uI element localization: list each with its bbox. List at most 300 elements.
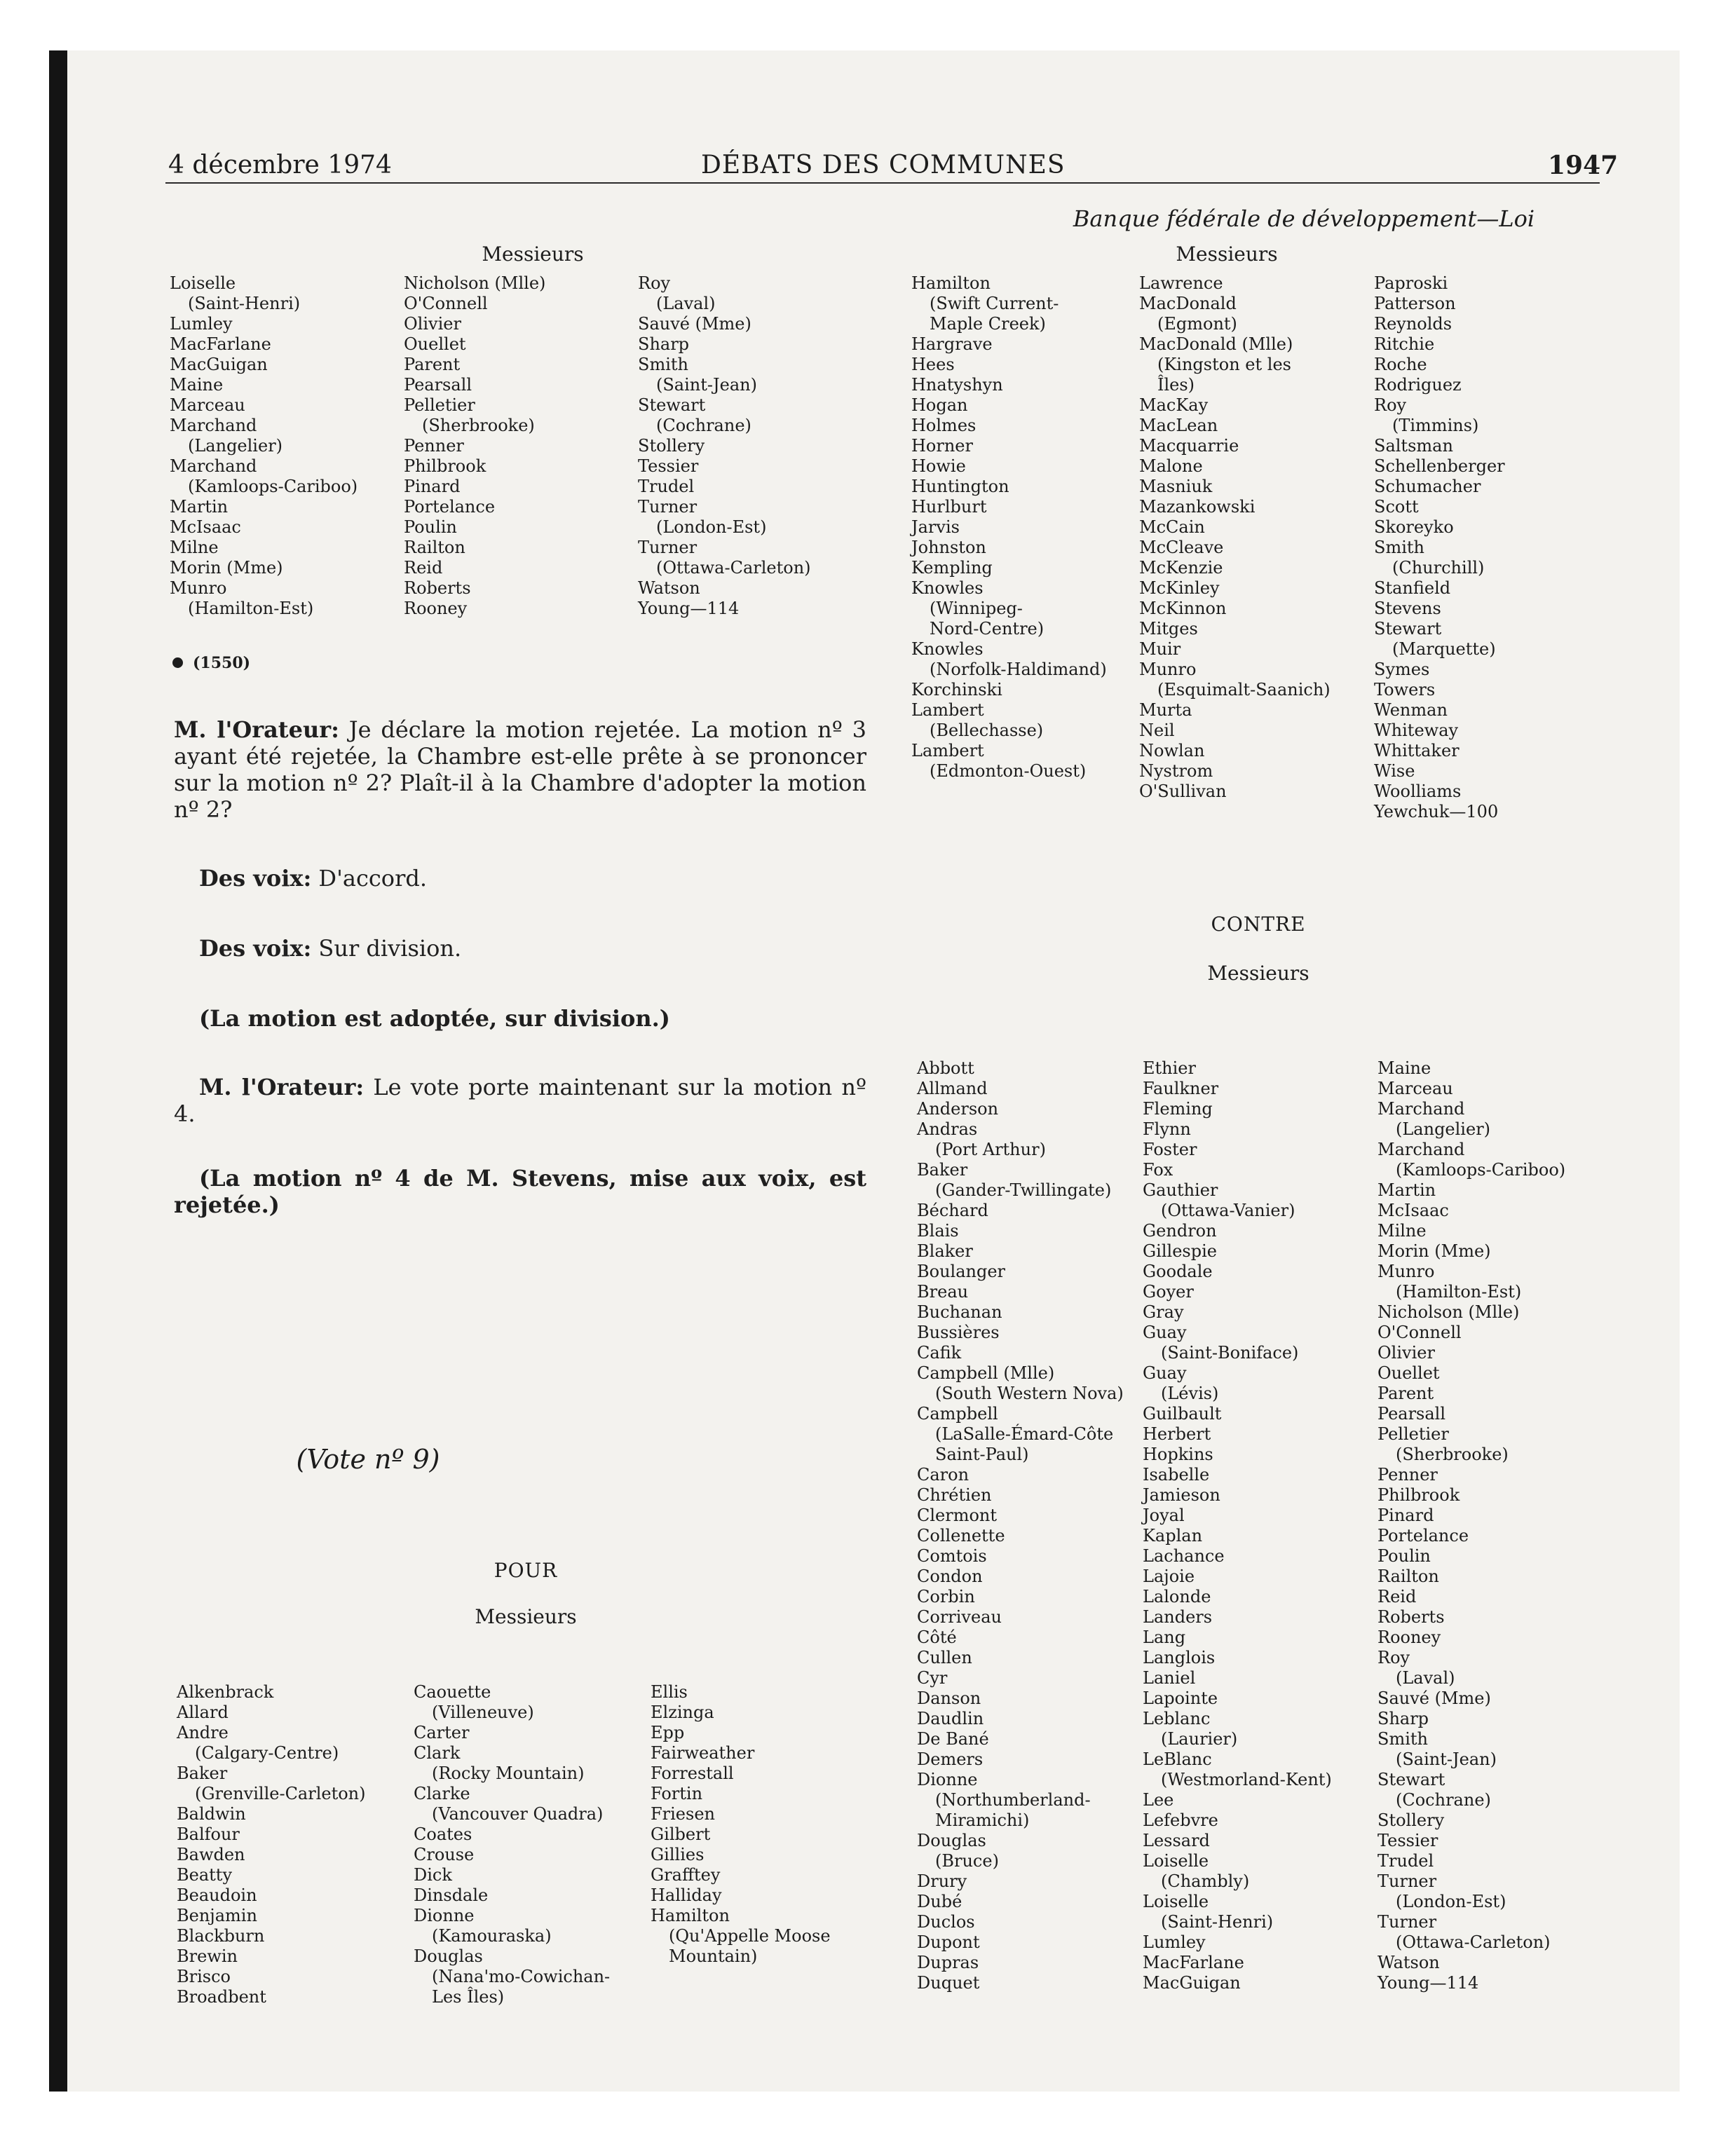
vote-title: (Vote nº 9) xyxy=(296,1444,440,1475)
member-name: Boulanger xyxy=(917,1262,1006,1281)
member-name: Railton xyxy=(404,538,465,557)
paragraph-text: Je déclare la motion rejetée. La motion nº 3 ayant été rejetée, la Chambre est-elle prête à se prononcer sur la motion nº 2? Plaît-il à la Chambre d'adopter la motion nº 2? xyxy=(174,716,867,823)
member-name: Marchand xyxy=(1377,1140,1465,1159)
member-name: (Esquimalt-Saanich) xyxy=(1157,680,1331,700)
member-name: Railton xyxy=(1377,1567,1439,1586)
member-name: Parent xyxy=(404,355,461,374)
member-name: MacFarlane xyxy=(1143,1953,1244,1972)
speaker: M. l'Orateur: xyxy=(174,716,339,743)
member-name: McIsaac xyxy=(170,517,241,537)
member-name: Caouette xyxy=(414,1682,491,1702)
member-name: Sharp xyxy=(1377,1709,1429,1728)
member-name: Abbott xyxy=(917,1058,974,1078)
member-name: Goodale xyxy=(1143,1262,1213,1281)
member-name: Roberts xyxy=(404,578,471,598)
member-name: Pelletier xyxy=(404,395,475,415)
member-name: Turner xyxy=(1377,1871,1437,1891)
contre-col2 xyxy=(1143,1058,1332,1993)
member-name: Nord-Centre) xyxy=(930,619,1045,639)
member-name: Saint-Paul) xyxy=(935,1445,1029,1464)
member-name: Ellis xyxy=(651,1682,688,1702)
member-name: Paproski xyxy=(1374,273,1448,293)
member-name: Campbell xyxy=(917,1404,998,1424)
member-name: Martin xyxy=(170,497,229,517)
member-name: Whiteway xyxy=(1374,721,1459,740)
member-name: Fairweather xyxy=(651,1743,755,1763)
member-name: Watson xyxy=(638,578,700,598)
contre-label: CONTRE xyxy=(1211,913,1306,936)
member-name: Halliday xyxy=(651,1885,722,1905)
member-name: Bussières xyxy=(917,1323,1000,1342)
member-name: Hamilton xyxy=(651,1906,730,1925)
member-name: Knowles xyxy=(911,578,984,598)
member-name: Dionne xyxy=(414,1906,475,1925)
member-name: (Laurier) xyxy=(1161,1729,1238,1749)
member-name: Lee xyxy=(1143,1790,1174,1810)
member-name: Dupont xyxy=(917,1932,980,1952)
member-name: Daudlin xyxy=(917,1709,984,1728)
member-name: Smith xyxy=(1377,1729,1428,1749)
member-name: Gendron xyxy=(1143,1221,1217,1241)
member-name: Laniel xyxy=(1143,1668,1196,1688)
member-name: Dupras xyxy=(917,1953,979,1972)
paragraph-text: Sur division. xyxy=(311,935,462,962)
member-name: Skoreyko xyxy=(1374,517,1454,537)
member-name: Stewart xyxy=(1374,619,1442,639)
member-name: Nowlan xyxy=(1139,741,1205,760)
member-name: Turner xyxy=(638,497,698,517)
member-name: Lajoie xyxy=(1143,1567,1195,1586)
member-name: Stollery xyxy=(638,436,705,456)
member-name: Penner xyxy=(1377,1465,1438,1485)
member-name: Lang xyxy=(1143,1628,1186,1647)
member-name: Landers xyxy=(1143,1607,1213,1627)
member-name: Morin (Mme) xyxy=(170,558,283,578)
member-name: Malone xyxy=(1139,456,1203,476)
member-name: Gilbert xyxy=(651,1824,711,1844)
member-name: Loiselle xyxy=(1143,1892,1209,1911)
member-name: Young—114 xyxy=(638,599,740,618)
running-head: Banque fédérale de développement—Loi xyxy=(1073,205,1535,232)
member-name: (Sherbrooke) xyxy=(422,416,535,435)
member-name: Watson xyxy=(1377,1953,1440,1972)
member-name: Crouse xyxy=(414,1845,475,1864)
member-name: (Grenville-Carleton) xyxy=(195,1784,366,1803)
member-name: Clarke xyxy=(414,1784,470,1803)
member-name: Douglas xyxy=(414,1946,483,1966)
member-name: Stewart xyxy=(638,395,706,415)
member-name: Olivier xyxy=(404,314,461,334)
member-name: MacDonald (Mlle) xyxy=(1139,334,1293,354)
member-name: Elzinga xyxy=(651,1703,714,1722)
member-name: MacLean xyxy=(1139,416,1218,435)
member-name: McKinley xyxy=(1139,578,1220,598)
pour-right-heading: Messieurs xyxy=(1176,243,1278,266)
member-name: (Calgary-Centre) xyxy=(195,1743,339,1763)
member-name: (Langelier) xyxy=(1396,1119,1491,1139)
member-name: Coates xyxy=(414,1824,472,1844)
member-name: Lalonde xyxy=(1143,1587,1211,1606)
scan-edge xyxy=(49,50,67,2092)
member-name: Dick xyxy=(414,1865,452,1885)
pour-col1 xyxy=(177,1682,366,2007)
member-name: Lawrence xyxy=(1139,273,1223,293)
member-name: Munro xyxy=(1139,660,1197,679)
member-name: (Westmorland-Kent) xyxy=(1161,1770,1332,1789)
member-name: (London-Est) xyxy=(656,517,767,537)
pour-right-col1 xyxy=(911,273,1107,782)
member-name: Wise xyxy=(1374,761,1415,781)
member-name: Baker xyxy=(177,1763,228,1783)
pour-label: POUR xyxy=(494,1559,558,1582)
proceeding-paragraph xyxy=(199,865,865,892)
member-name: Smith xyxy=(1374,538,1424,557)
publication-title: DÉBATS DES COMMUNES xyxy=(701,151,1066,179)
member-name: Blackburn xyxy=(177,1926,265,1946)
member-name: MacFarlane xyxy=(170,334,271,354)
member-name: Philbrook xyxy=(404,456,487,476)
member-name: (Timmins) xyxy=(1392,416,1479,435)
member-name: Nystrom xyxy=(1139,761,1213,781)
member-name: Bawden xyxy=(177,1845,245,1864)
member-name: Saltsman xyxy=(1374,436,1453,456)
left-top-col3 xyxy=(638,273,811,619)
member-name: Stanfield xyxy=(1374,578,1451,598)
member-name: Maine xyxy=(170,375,224,395)
member-name: Cullen xyxy=(917,1648,972,1667)
member-name: Kempling xyxy=(911,558,993,578)
member-name: Pearsall xyxy=(404,375,472,395)
member-name: (Hamilton-Est) xyxy=(188,599,314,618)
member-name: Guilbault xyxy=(1143,1404,1222,1424)
member-name: Baker xyxy=(917,1160,968,1180)
member-name: (Northumberland- xyxy=(935,1790,1091,1810)
member-name: Cafik xyxy=(917,1343,962,1363)
member-name: Béchard xyxy=(917,1201,988,1220)
member-name: (Ottawa-Carleton) xyxy=(1396,1932,1551,1952)
paragraph-text: (La motion est adoptée, sur division.) xyxy=(199,1005,670,1032)
member-name: Young—114 xyxy=(1377,1973,1479,1993)
member-name: Duquet xyxy=(917,1973,980,1993)
member-name: Pelletier xyxy=(1377,1424,1449,1444)
member-name: Anderson xyxy=(917,1099,999,1119)
member-name: Danson xyxy=(917,1688,981,1708)
member-name: Stewart xyxy=(1377,1770,1445,1789)
member-name: (Port Arthur) xyxy=(935,1140,1046,1159)
member-name: Dionne xyxy=(917,1770,978,1789)
member-name: Lumley xyxy=(1143,1932,1206,1952)
member-name: Brewin xyxy=(177,1946,238,1966)
member-name: Goyer xyxy=(1143,1282,1194,1302)
member-name: Cyr xyxy=(917,1668,948,1688)
member-name: Clark xyxy=(414,1743,461,1763)
member-name: Mitges xyxy=(1139,619,1198,639)
member-name: Maine xyxy=(1377,1058,1431,1078)
member-name: MacKay xyxy=(1139,395,1209,415)
member-name: Blais xyxy=(917,1221,959,1241)
member-name: Gray xyxy=(1143,1302,1184,1322)
proceeding-paragraph xyxy=(174,1074,866,1127)
member-name: Marchand xyxy=(170,416,257,435)
member-name: Sharp xyxy=(638,334,690,354)
member-name: (Gander-Twillingate) xyxy=(935,1180,1112,1200)
member-name: Neil xyxy=(1139,721,1175,740)
member-name: Muir xyxy=(1139,639,1181,659)
time-stamp: (1550) xyxy=(172,653,250,673)
member-name: Pinard xyxy=(404,477,461,496)
member-name: Roberts xyxy=(1377,1607,1445,1627)
member-name: Smith xyxy=(638,355,688,374)
member-name: (Villeneuve) xyxy=(432,1703,534,1722)
member-name: Joyal xyxy=(1143,1506,1185,1525)
member-name: Alkenbrack xyxy=(177,1682,274,1702)
member-name: Tessier xyxy=(638,456,699,476)
member-name: Gauthier xyxy=(1143,1180,1218,1200)
member-name: Fleming xyxy=(1143,1099,1213,1119)
member-name: McIsaac xyxy=(1377,1201,1449,1220)
member-name: Wenman xyxy=(1374,700,1448,720)
speaker: Des voix: xyxy=(199,865,312,892)
pour-right-col3 xyxy=(1374,273,1505,822)
member-name: Allmand xyxy=(917,1079,988,1098)
member-name: Gillespie xyxy=(1143,1241,1217,1261)
member-name: Corbin xyxy=(917,1587,975,1606)
member-name: Hnatyshyn xyxy=(911,375,1003,395)
member-name: (London-Est) xyxy=(1396,1892,1506,1911)
member-name: Pearsall xyxy=(1377,1404,1446,1424)
member-name: Collenette xyxy=(917,1526,1005,1546)
member-name: Portelance xyxy=(1377,1526,1469,1546)
member-name: (Egmont) xyxy=(1157,314,1237,334)
member-name: Baldwin xyxy=(177,1804,246,1824)
left-top-col2 xyxy=(404,273,545,619)
member-name: Lambert xyxy=(911,700,984,720)
member-name: (Saint-Boniface) xyxy=(1161,1343,1299,1363)
member-name: Douglas xyxy=(917,1831,986,1850)
member-name: Milne xyxy=(170,538,219,557)
member-name: Whittaker xyxy=(1374,741,1460,760)
member-name: (Hamilton-Est) xyxy=(1396,1282,1522,1302)
member-name: Dubé xyxy=(917,1892,962,1911)
member-name: (Cochrane) xyxy=(1396,1790,1491,1810)
member-name: Isabelle xyxy=(1143,1465,1210,1485)
member-name: Roy xyxy=(638,273,671,293)
member-name: Lumley xyxy=(170,314,233,334)
member-name: Brisco xyxy=(177,1967,231,1986)
member-name: Turner xyxy=(638,538,698,557)
member-name: Broadbent xyxy=(177,1987,266,2007)
member-name: (Saint-Henri) xyxy=(1161,1912,1274,1932)
member-name: (Marquette) xyxy=(1392,639,1496,659)
member-name: Towers xyxy=(1374,680,1436,700)
member-name: Roy xyxy=(1374,395,1407,415)
pour-right-col2 xyxy=(1139,273,1331,802)
member-name: Parent xyxy=(1377,1384,1434,1403)
member-name: Kaplan xyxy=(1143,1526,1203,1546)
member-name: Yewchuk—100 xyxy=(1374,802,1499,821)
member-name: Lapointe xyxy=(1143,1688,1218,1708)
member-name: (Saint-Jean) xyxy=(656,375,757,395)
member-name: Maple Creek) xyxy=(930,314,1046,334)
member-name: Horner xyxy=(911,436,973,456)
member-name: Roy xyxy=(1377,1648,1410,1667)
member-name: Miramichi) xyxy=(935,1810,1030,1830)
member-name: Roche xyxy=(1374,355,1427,374)
member-name: Hargrave xyxy=(911,334,993,354)
member-name: Breau xyxy=(917,1282,969,1302)
member-name: Côté xyxy=(917,1628,957,1647)
page-date: 4 décembre 1974 xyxy=(168,151,392,179)
member-name: Murta xyxy=(1139,700,1192,720)
member-name: Condon xyxy=(917,1567,983,1586)
speaker: Des voix: xyxy=(199,935,312,962)
member-name: Stollery xyxy=(1377,1810,1445,1830)
member-name: Lachance xyxy=(1143,1546,1225,1566)
member-name: (Kamloops-Cariboo) xyxy=(188,477,358,496)
member-name: Reid xyxy=(404,558,443,578)
member-name: Poulin xyxy=(404,517,457,537)
member-name: Balfour xyxy=(177,1824,240,1844)
member-name: Rooney xyxy=(1377,1628,1441,1647)
member-name: Portelance xyxy=(404,497,496,517)
member-name: (Saint-Henri) xyxy=(188,294,301,313)
member-name: Tessier xyxy=(1377,1831,1438,1850)
member-name: Huntington xyxy=(911,477,1009,496)
member-name: Andras xyxy=(917,1119,978,1139)
member-name: Flynn xyxy=(1143,1119,1191,1139)
member-name: Korchinski xyxy=(911,680,1002,700)
member-name: Marchand xyxy=(1377,1099,1465,1119)
member-name: Schumacher xyxy=(1374,477,1481,496)
member-name: Mountain) xyxy=(669,1946,758,1966)
left-top-col1 xyxy=(170,273,358,619)
member-name: Duclos xyxy=(917,1912,975,1932)
member-name: Marchand xyxy=(170,456,257,476)
page-number: 1947 xyxy=(1548,151,1619,180)
member-name: Loiselle xyxy=(170,273,236,293)
member-name: (Kingston et les xyxy=(1157,355,1291,374)
member-name: (South Western Nova) xyxy=(935,1384,1124,1403)
member-name: Munro xyxy=(1377,1262,1435,1281)
member-name: (Nana'mo-Cowichan- xyxy=(432,1967,611,1986)
member-name: Martin xyxy=(1377,1180,1436,1200)
member-name: Demers xyxy=(917,1749,984,1769)
bullet-dot xyxy=(172,657,183,668)
member-name: Stevens xyxy=(1374,599,1441,618)
member-name: Foster xyxy=(1143,1140,1197,1159)
paragraph-text: (La motion nº 4 de M. Stevens, mise aux voix, est rejetée.) xyxy=(174,1165,866,1218)
member-name: MacGuigan xyxy=(170,355,268,374)
member-name: Grafftey xyxy=(651,1865,721,1885)
proceeding-paragraph xyxy=(199,1005,865,1032)
member-name: Hamilton xyxy=(911,273,991,293)
proceeding-paragraph xyxy=(174,716,866,823)
header-rule xyxy=(165,182,1600,184)
member-name: Allard xyxy=(177,1703,229,1722)
left-top-heading: Messieurs xyxy=(482,243,584,266)
member-name: (Bruce) xyxy=(935,1851,999,1871)
member-name: Hogan xyxy=(911,395,968,415)
member-name: Rodriguez xyxy=(1374,375,1462,395)
member-name: (Swift Current- xyxy=(930,294,1059,313)
member-name: Corriveau xyxy=(917,1607,1002,1627)
member-name: Guay xyxy=(1143,1363,1187,1383)
member-name: Schellenberger xyxy=(1374,456,1505,476)
member-name: Pinard xyxy=(1377,1506,1434,1525)
member-name: (Churchill) xyxy=(1392,558,1485,578)
member-name: De Bané xyxy=(917,1729,989,1749)
member-name: Marceau xyxy=(1377,1079,1453,1098)
member-name: Jamieson xyxy=(1143,1485,1220,1505)
member-name: (Bellechasse) xyxy=(930,721,1044,740)
member-name: McKinnon xyxy=(1139,599,1227,618)
member-name: (Kamloops-Cariboo) xyxy=(1396,1160,1566,1180)
member-name: Johnston xyxy=(911,538,986,557)
member-name: Philbrook xyxy=(1377,1485,1460,1505)
member-name: Clermont xyxy=(917,1506,998,1525)
member-name: Sauvé (Mme) xyxy=(1377,1688,1491,1708)
member-name: Penner xyxy=(404,436,464,456)
member-name: Fox xyxy=(1143,1160,1173,1180)
member-name: Munro xyxy=(170,578,227,598)
member-name: Knowles xyxy=(911,639,984,659)
member-name: Lambert xyxy=(911,741,984,760)
member-name: (Edmonton-Ouest) xyxy=(930,761,1087,781)
member-name: Mazankowski xyxy=(1139,497,1256,517)
member-name: Milne xyxy=(1377,1221,1427,1241)
member-name: Turner xyxy=(1377,1912,1437,1932)
member-name: Ritchie xyxy=(1374,334,1435,354)
member-name: Hopkins xyxy=(1143,1445,1213,1464)
member-name: Nicholson (Mlle) xyxy=(404,273,546,293)
paragraph-text: Le vote porte maintenant sur la motion nº 4. xyxy=(174,1074,867,1127)
member-name: MacDonald xyxy=(1139,294,1237,313)
member-name: Les Îles) xyxy=(432,1987,505,2007)
member-name: Sauvé (Mme) xyxy=(638,314,751,334)
member-name: Gillies xyxy=(651,1845,705,1864)
member-name: O'Connell xyxy=(404,294,488,313)
member-name: Macquarrie xyxy=(1139,436,1239,456)
member-name: McCleave xyxy=(1139,538,1224,557)
contre-heading: Messieurs xyxy=(1207,962,1309,985)
member-name: Ouellet xyxy=(1377,1363,1440,1383)
member-name: Îles) xyxy=(1157,375,1195,395)
member-name: Beaudoin xyxy=(177,1885,257,1905)
member-name: Herbert xyxy=(1143,1424,1211,1444)
member-name: Leblanc xyxy=(1143,1709,1211,1728)
member-name: Fortin xyxy=(651,1784,703,1803)
contre-col1 xyxy=(917,1058,1124,1993)
member-name: MacGuigan xyxy=(1143,1973,1241,1993)
member-name: Carter xyxy=(414,1723,470,1742)
pour-col2 xyxy=(414,1682,610,2007)
member-name: Blaker xyxy=(917,1241,973,1261)
member-name: (Saint-Jean) xyxy=(1396,1749,1497,1769)
member-name: Loiselle xyxy=(1143,1851,1209,1871)
proceeding-paragraph xyxy=(199,935,865,962)
member-name: Hees xyxy=(911,355,955,374)
member-name: Trudel xyxy=(638,477,695,496)
member-name: Epp xyxy=(651,1723,685,1742)
member-name: Dinsdale xyxy=(414,1885,489,1905)
member-name: Chrétien xyxy=(917,1485,992,1505)
member-name: LeBlanc xyxy=(1143,1749,1212,1769)
member-name: (Laval) xyxy=(656,294,716,313)
member-name: (Lévis) xyxy=(1161,1384,1219,1403)
member-name: Woolliams xyxy=(1374,782,1462,801)
member-name: O'Connell xyxy=(1377,1323,1462,1342)
member-name: Lessard xyxy=(1143,1831,1210,1850)
